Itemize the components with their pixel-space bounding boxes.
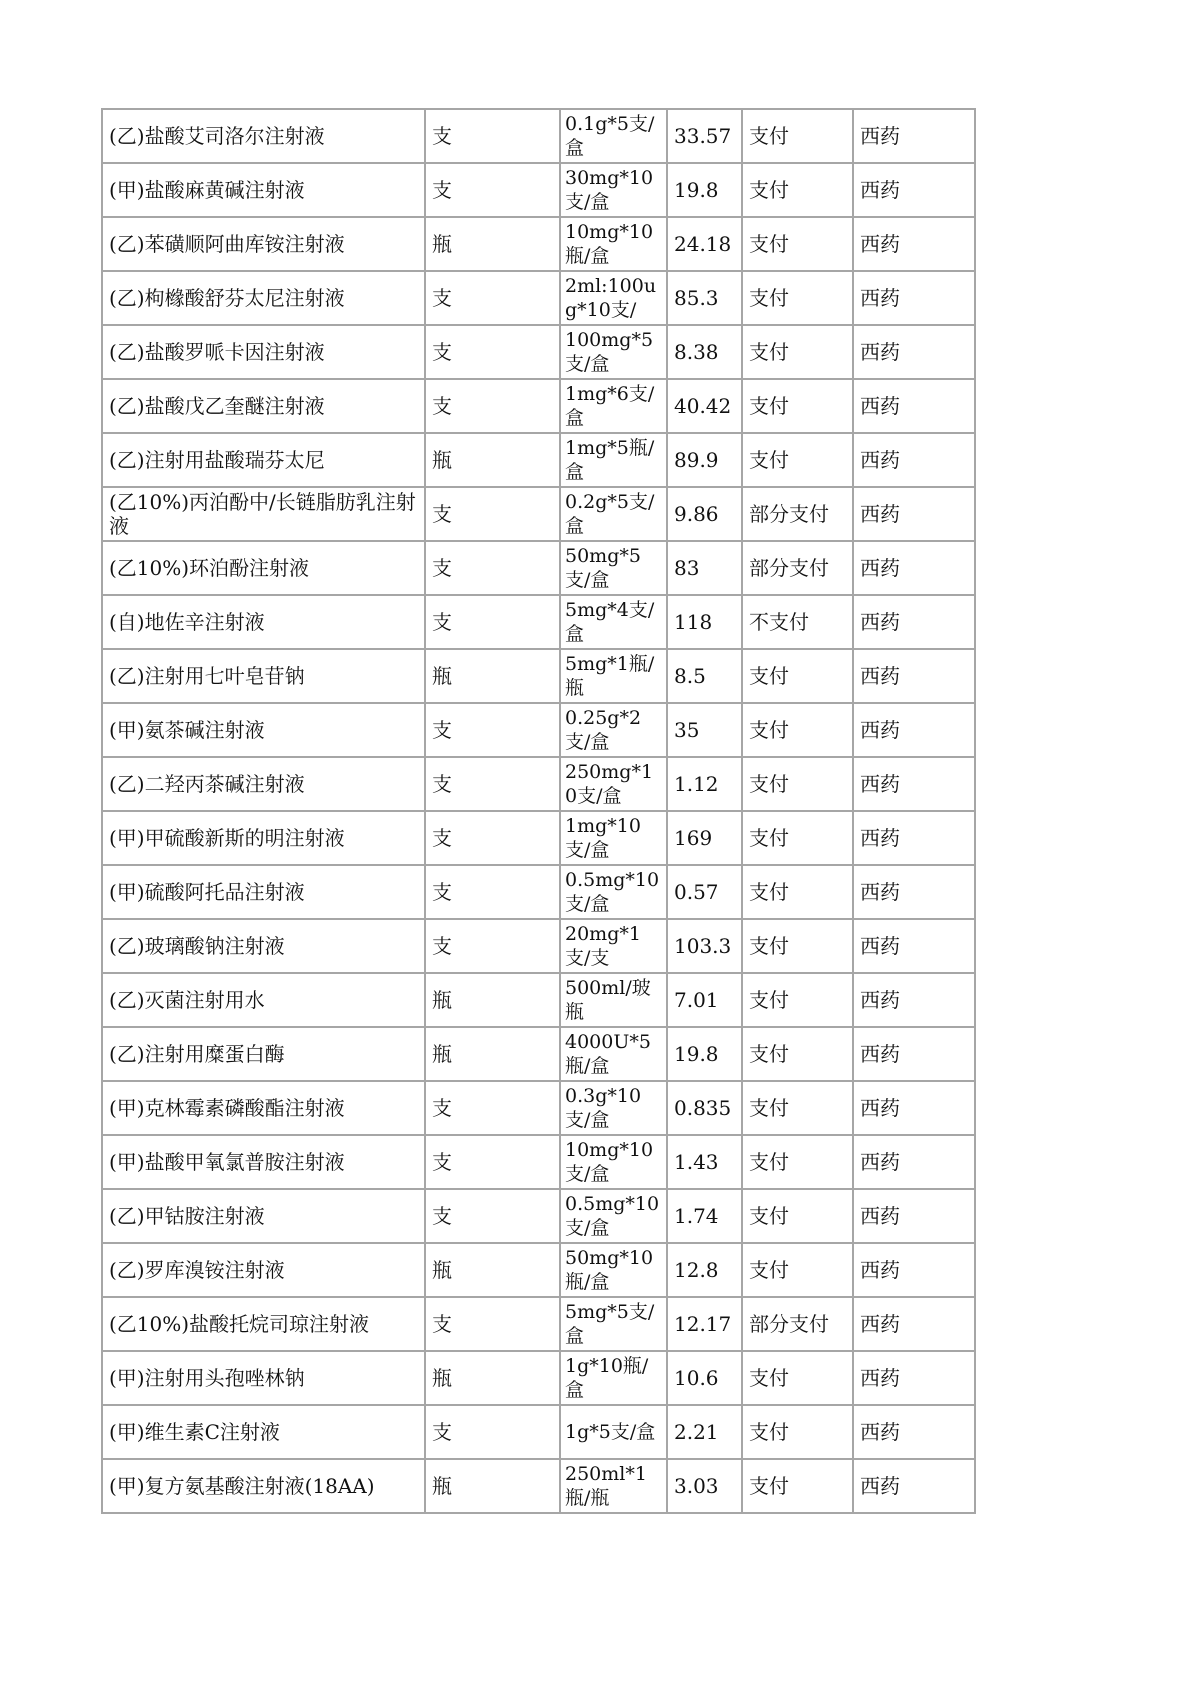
drug-name-cell: (自)地佐辛注射液 [102,595,425,649]
spec-cell: 1mg*5瓶/盒 [560,433,667,487]
unit-cell: 支 [425,271,560,325]
drug-name-cell: (乙)二羟丙茶碱注射液 [102,757,425,811]
payment-cell: 支付 [742,919,853,973]
table-row [102,649,975,703]
price-cell: 9.86 [667,487,742,541]
price-cell: 3.03 [667,1459,742,1513]
spec-cell: 250ml*1瓶/瓶 [560,1459,667,1513]
price-cell: 2.21 [667,1405,742,1459]
table-row [102,271,975,325]
unit-cell: 支 [425,325,560,379]
category-cell: 西药 [853,217,975,271]
drug-name-cell: (乙)苯磺顺阿曲库铵注射液 [102,217,425,271]
drug-name-cell: (乙)枸橼酸舒芬太尼注射液 [102,271,425,325]
table-row [102,973,975,1027]
price-cell: 7.01 [667,973,742,1027]
drug-name-cell: (乙10%)盐酸托烷司琼注射液 [102,1297,425,1351]
unit-cell: 支 [425,595,560,649]
price-cell: 1.43 [667,1135,742,1189]
category-cell: 西药 [853,1459,975,1513]
spec-cell: 250mg*10支/盒 [560,757,667,811]
table-row [102,163,975,217]
category-cell: 西药 [853,1027,975,1081]
payment-cell: 支付 [742,163,853,217]
table-row [102,1135,975,1189]
drug-name-cell: (乙)盐酸艾司洛尔注射液 [102,109,425,163]
unit-cell: 支 [425,1297,560,1351]
spec-cell: 5mg*1瓶/瓶 [560,649,667,703]
table-row [102,595,975,649]
payment-cell: 支付 [742,217,853,271]
category-cell: 西药 [853,649,975,703]
spec-cell: 1g*5支/盒 [560,1405,667,1459]
category-cell: 西药 [853,973,975,1027]
price-cell: 118 [667,595,742,649]
unit-cell: 支 [425,919,560,973]
spec-cell: 30mg*10支/盒 [560,163,667,217]
price-cell: 0.57 [667,865,742,919]
price-cell: 12.8 [667,1243,742,1297]
drug-name-cell: (乙)玻璃酸钠注射液 [102,919,425,973]
spec-cell: 1g*10瓶/盒 [560,1351,667,1405]
drug-name-cell: (乙)注射用七叶皂苷钠 [102,649,425,703]
spec-cell: 1mg*10支/盒 [560,811,667,865]
drug-name-cell: (甲)维生素C注射液 [102,1405,425,1459]
table-row [102,217,975,271]
spec-cell: 500ml/玻瓶 [560,973,667,1027]
payment-cell: 支付 [742,757,853,811]
table-row [102,1081,975,1135]
unit-cell: 支 [425,109,560,163]
unit-cell: 支 [425,379,560,433]
unit-cell: 支 [425,487,560,541]
payment-cell: 支付 [742,703,853,757]
price-cell: 1.12 [667,757,742,811]
table-row [102,1189,975,1243]
table-row [102,811,975,865]
drug-name-cell: (甲)硫酸阿托品注射液 [102,865,425,919]
table-row [102,1405,975,1459]
spec-cell: 0.2g*5支/盒 [560,487,667,541]
spec-cell: 50mg*10瓶/盒 [560,1243,667,1297]
payment-cell: 支付 [742,1135,853,1189]
unit-cell: 瓶 [425,973,560,1027]
payment-cell: 支付 [742,1189,853,1243]
payment-cell: 部分支付 [742,487,853,541]
payment-cell: 支付 [742,109,853,163]
table-row [102,1243,975,1297]
drug-name-cell: (乙)注射用盐酸瑞芬太尼 [102,433,425,487]
drug-name-cell: (甲)盐酸甲氧氯普胺注射液 [102,1135,425,1189]
unit-cell: 瓶 [425,217,560,271]
drug-name-cell: (甲)复方氨基酸注射液(18AA) [102,1459,425,1513]
category-cell: 西药 [853,1189,975,1243]
payment-cell: 支付 [742,1081,853,1135]
category-cell: 西药 [853,595,975,649]
table-row [102,487,975,541]
price-cell: 169 [667,811,742,865]
spec-cell: 100mg*5支/盒 [560,325,667,379]
table-row [102,919,975,973]
spec-cell: 5mg*4支/盒 [560,595,667,649]
unit-cell: 瓶 [425,649,560,703]
payment-cell: 支付 [742,649,853,703]
payment-cell: 支付 [742,1243,853,1297]
table-row [102,865,975,919]
category-cell: 西药 [853,541,975,595]
payment-cell: 部分支付 [742,541,853,595]
price-cell: 33.57 [667,109,742,163]
category-cell: 西药 [853,703,975,757]
category-cell: 西药 [853,1135,975,1189]
spec-cell: 10mg*10瓶/盒 [560,217,667,271]
payment-cell: 支付 [742,1459,853,1513]
table-row [102,325,975,379]
drug-name-cell: (乙10%)丙泊酚中/长链脂肪乳注射液 [102,487,425,541]
payment-cell: 支付 [742,379,853,433]
price-cell: 0.835 [667,1081,742,1135]
category-cell: 西药 [853,1405,975,1459]
table-row [102,703,975,757]
table-row [102,1351,975,1405]
drug-name-cell: (乙10%)环泊酚注射液 [102,541,425,595]
unit-cell: 支 [425,811,560,865]
payment-cell: 支付 [742,811,853,865]
table-row [102,433,975,487]
table-body [102,109,975,1513]
price-cell: 35 [667,703,742,757]
table-row [102,1297,975,1351]
payment-cell: 支付 [742,1351,853,1405]
drug-name-cell: (甲)盐酸麻黄碱注射液 [102,163,425,217]
payment-cell: 支付 [742,433,853,487]
price-cell: 89.9 [667,433,742,487]
unit-cell: 支 [425,757,560,811]
payment-cell: 支付 [742,1027,853,1081]
unit-cell: 瓶 [425,1243,560,1297]
spec-cell: 0.3g*10支/盒 [560,1081,667,1135]
table-row [102,1459,975,1513]
unit-cell: 支 [425,1135,560,1189]
category-cell: 西药 [853,487,975,541]
price-cell: 24.18 [667,217,742,271]
unit-cell: 支 [425,703,560,757]
table-row [102,757,975,811]
drug-name-cell: (甲)克林霉素磷酸酯注射液 [102,1081,425,1135]
drug-name-cell: (甲)注射用头孢唑林钠 [102,1351,425,1405]
payment-cell: 支付 [742,271,853,325]
spec-cell: 1mg*6支/盒 [560,379,667,433]
spec-cell: 0.25g*2支/盒 [560,703,667,757]
category-cell: 西药 [853,1297,975,1351]
spec-cell: 20mg*1支/支 [560,919,667,973]
price-cell: 1.74 [667,1189,742,1243]
table-row [102,1027,975,1081]
spec-cell: 50mg*5支/盒 [560,541,667,595]
price-cell: 40.42 [667,379,742,433]
category-cell: 西药 [853,1243,975,1297]
category-cell: 西药 [853,757,975,811]
price-cell: 19.8 [667,1027,742,1081]
spec-cell: 4000U*5瓶/盒 [560,1027,667,1081]
category-cell: 西药 [853,1081,975,1135]
category-cell: 西药 [853,271,975,325]
category-cell: 西药 [853,109,975,163]
price-cell: 8.38 [667,325,742,379]
unit-cell: 支 [425,1189,560,1243]
unit-cell: 瓶 [425,1459,560,1513]
category-cell: 西药 [853,163,975,217]
drug-name-cell: (乙)注射用糜蛋白酶 [102,1027,425,1081]
drug-name-cell: (乙)盐酸戊乙奎醚注射液 [102,379,425,433]
drug-name-cell: (乙)罗库溴铵注射液 [102,1243,425,1297]
drug-name-cell: (乙)盐酸罗哌卡因注射液 [102,325,425,379]
table-row [102,379,975,433]
unit-cell: 支 [425,1081,560,1135]
spec-cell: 10mg*10支/盒 [560,1135,667,1189]
category-cell: 西药 [853,325,975,379]
drug-name-cell: (乙)灭菌注射用水 [102,973,425,1027]
unit-cell: 支 [425,163,560,217]
category-cell: 西药 [853,919,975,973]
price-cell: 85.3 [667,271,742,325]
unit-cell: 支 [425,865,560,919]
payment-cell: 不支付 [742,595,853,649]
table-row [102,109,975,163]
unit-cell: 支 [425,541,560,595]
payment-cell: 支付 [742,865,853,919]
price-cell: 8.5 [667,649,742,703]
drug-name-cell: (甲)氨茶碱注射液 [102,703,425,757]
spec-cell: 2ml:100ug*10支/ [560,271,667,325]
unit-cell: 瓶 [425,433,560,487]
drug-name-cell: (乙)甲钴胺注射液 [102,1189,425,1243]
payment-cell: 部分支付 [742,1297,853,1351]
unit-cell: 瓶 [425,1027,560,1081]
category-cell: 西药 [853,865,975,919]
table-row [102,541,975,595]
price-cell: 10.6 [667,1351,742,1405]
spec-cell: 5mg*5支/盒 [560,1297,667,1351]
spec-cell: 0.5mg*10支/盒 [560,865,667,919]
price-cell: 83 [667,541,742,595]
unit-cell: 支 [425,1405,560,1459]
category-cell: 西药 [853,811,975,865]
category-cell: 西药 [853,433,975,487]
drug-name-cell: (甲)甲硫酸新斯的明注射液 [102,811,425,865]
price-cell: 103.3 [667,919,742,973]
payment-cell: 支付 [742,325,853,379]
unit-cell: 瓶 [425,1351,560,1405]
payment-cell: 支付 [742,973,853,1027]
payment-cell: 支付 [742,1405,853,1459]
price-cell: 19.8 [667,163,742,217]
drug-price-table [101,108,976,1514]
spec-cell: 0.5mg*10支/盒 [560,1189,667,1243]
category-cell: 西药 [853,379,975,433]
category-cell: 西药 [853,1351,975,1405]
spec-cell: 0.1g*5支/盒 [560,109,667,163]
price-cell: 12.17 [667,1297,742,1351]
